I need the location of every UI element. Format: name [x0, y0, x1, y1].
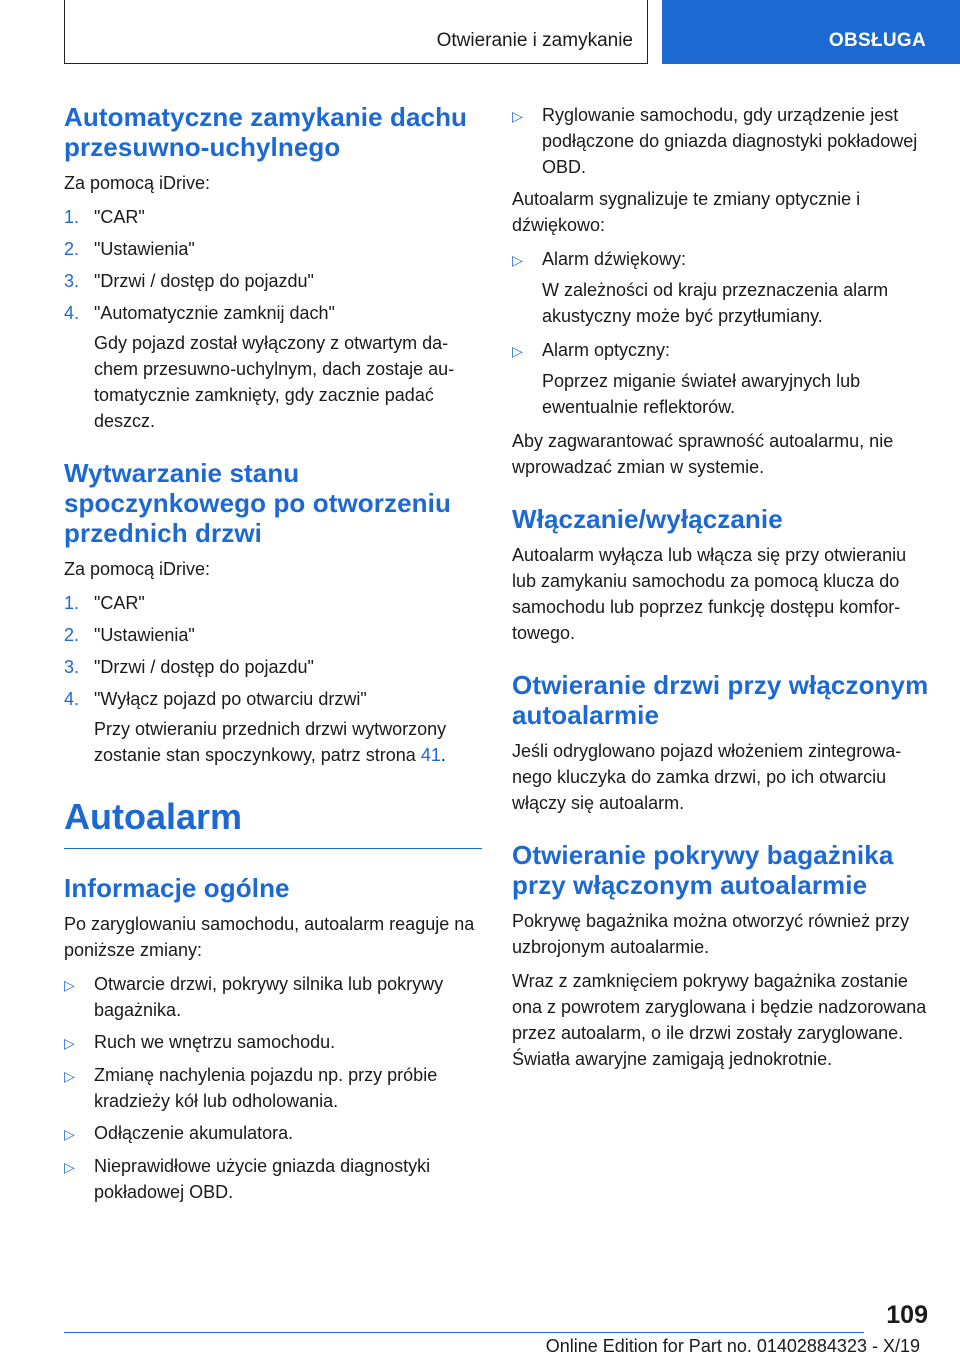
list-item: ▷ Ruch we wnętrzu samochodu. [64, 1029, 482, 1056]
header-tab [662, 0, 960, 64]
intro-sunroof: Za pomocą iDrive: [64, 173, 211, 193]
heading-sunroof: Automatyczne zamykanie dachu przesuwno-uchylnego [64, 102, 468, 162]
header-tab-label: OBSŁUGA [828, 30, 926, 51]
header-title: Otwieranie i zamykanie [436, 30, 633, 51]
list-item: ▷ Ryglowanie samochodu, gdy urządzenie jest podłączone do gniazda diagnostyki pokładowej OBD. [512, 102, 930, 180]
triangle-bullet-icon: ▷ [64, 977, 75, 993]
intro-general-info: Po zaryglowaniu samochodu, autoalarm reaguje na poniższe zmiany: [64, 914, 475, 960]
heading-tailgate: Otwieranie pokrywy bagażnika przy włączonym autoalarmie [512, 840, 894, 900]
heading-on-off: Włączanie/wyłączanie [512, 504, 783, 534]
triangle-bullet-icon: ▷ [64, 1068, 75, 1084]
main-heading-autoalarm: Autoalarm [64, 796, 243, 837]
tailgate-text-2: Wraz z zamknięciem pokrywy bagażnika zostanie ona z powrotem zaryglowana i będzie nadzorowana przez autoalarm, o ile drzwi zostały zaryglowane. Światła awaryjne zamigają jednokrotnie. [512, 971, 927, 1069]
heading-general-info: Informacje ogólne [64, 873, 290, 903]
header-box [64, 0, 648, 64]
list-item: ▷ Odłączenie akumulatora. [64, 1120, 482, 1147]
triangle-bullet-icon: ▷ [64, 1126, 75, 1142]
right-column [512, 102, 930, 1080]
triangle-bullet-icon: ▷ [512, 108, 523, 124]
heading-standby: Wytwarzanie stanu spoczynkowego po otworzeniu przednich drzwi [64, 458, 451, 548]
list-item: ▷ Zmianę nachylenia pojazdu np. przy próbie kradzieży kół lub odholowania. [64, 1062, 482, 1114]
list-item: 4. "Wyłącz pojazd po otwarciu drzwi" [64, 689, 367, 709]
warning-text: Aby zagwarantować sprawność autoalarmu, nie wprowadzać zmian w systemie. [512, 431, 894, 477]
open-doors-text: Jeśli odryglowano pojazd włożeniem zintegrowanego kluczyka do zamka drzwi, po ich otwarciu włączy się autoalarm. [512, 741, 902, 813]
footer-divider [64, 1332, 864, 1333]
list-item: 2. "Ustawienia" [64, 625, 195, 645]
triangle-bullet-icon: ▷ [512, 343, 523, 359]
alarm-signal-text: Autoalarm sygnalizuje te zmiany optycznie i dźwiękowo: [512, 189, 861, 235]
divider [64, 848, 482, 849]
page-number: 109 [886, 1301, 928, 1329]
left-column [64, 102, 482, 1211]
page-link[interactable]: 41 [420, 745, 441, 765]
triangle-bullet-icon: ▷ [64, 1159, 75, 1175]
list-item: 1. "CAR" [64, 593, 145, 613]
acoustic-alarm-text: W zależności od kraju przeznaczenia alarm akustyczny może być przytłumiany. [542, 280, 889, 326]
triangle-bullet-icon: ▷ [512, 252, 523, 268]
note-standby: Przy otwieraniu przednich drzwi wytworzony zostanie stan spoczynkowy, patrz strona 41. [94, 719, 447, 765]
on-off-text: Autoalarm wyłącza lub włącza się przy otwieraniu lub zamykaniu samochodu za pomocą klucza do samochodu lub poprzez funkcję dostępu komfortowego. [512, 545, 907, 643]
intro-standby: Za pomocą iDrive: [64, 559, 211, 579]
list-item: ▷ Otwarcie drzwi, pokrywy silnika lub pokrywy bagażnika. [64, 971, 482, 1023]
list-item: ▷ Alarm dźwiękowy: [512, 246, 930, 273]
list-item: ▷ Alarm optyczny: [512, 337, 930, 364]
note-sunroof: Gdy pojazd został wyłączony z otwartym dachem przesuwno-uchylnym, dach zostaje automatycznie zamknięty, gdy zacznie padać deszcz. [94, 333, 455, 431]
footer-edition: Online Edition for Part no. 01402884323 - X/19 [545, 1336, 920, 1356]
list-item: 3. "Drzwi / dostęp do pojazdu" [64, 657, 314, 677]
optical-alarm-text: Poprzez miganie świateł awaryjnych lub ewentualnie reflektorów. [542, 371, 861, 417]
list-item: 3. "Drzwi / dostęp do pojazdu" [64, 271, 314, 291]
list-item: ▷ Nieprawidłowe użycie gniazda diagnostyki pokładowej OBD. [64, 1153, 482, 1205]
list-item: 2. "Ustawienia" [64, 239, 195, 259]
tailgate-text-1: Pokrywę bagażnika można otworzyć również przy uzbrojonym autoalarmie. [512, 911, 910, 957]
list-item: 4. "Automatycznie zamknij dach" [64, 303, 335, 323]
triangle-bullet-icon: ▷ [64, 1035, 75, 1051]
list-item: 1. "CAR" [64, 207, 145, 227]
heading-open-doors: Otwieranie drzwi przy włączonym autoalarmie [512, 670, 929, 730]
